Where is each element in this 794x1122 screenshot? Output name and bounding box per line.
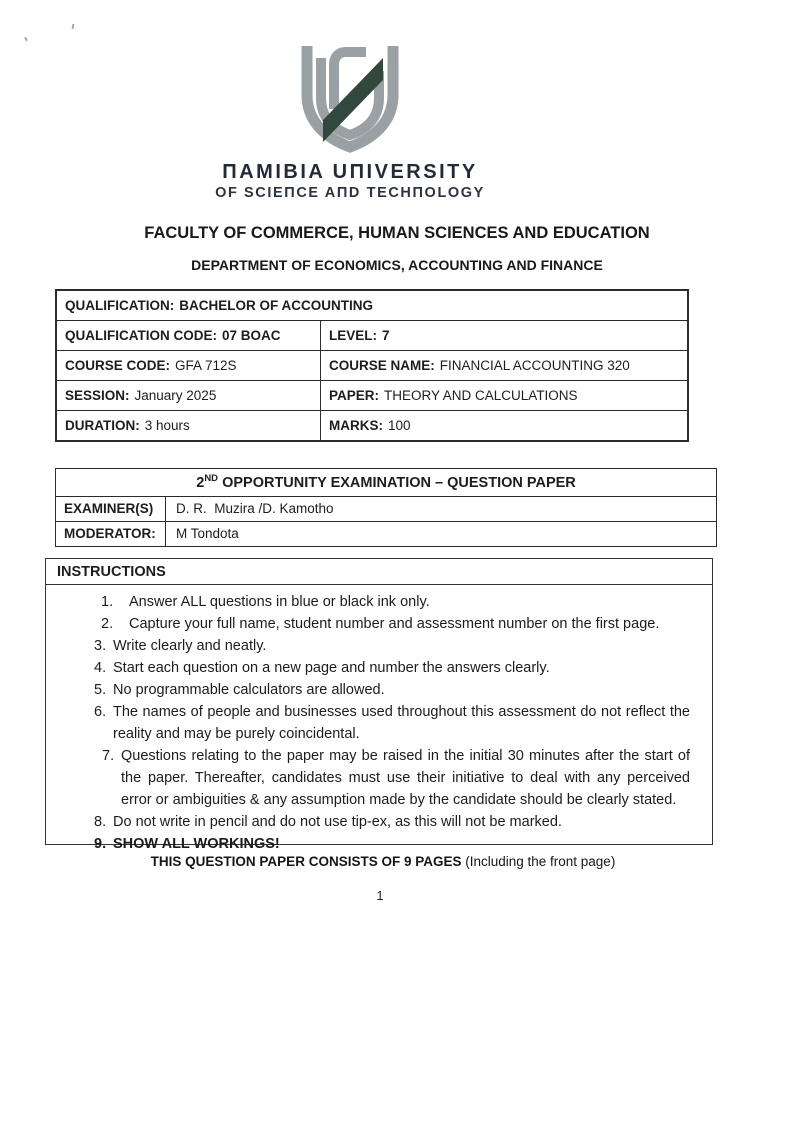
- duration-label: DURATION:: [65, 417, 140, 433]
- course-name-label: COURSE NAME:: [329, 357, 435, 373]
- examiner-label: EXAMINER(S): [56, 497, 166, 521]
- marks-value: 100: [388, 417, 411, 433]
- course-code-cell: [57, 351, 321, 380]
- nust-shield-icon: [298, 45, 402, 155]
- course-name-cell: [321, 351, 687, 380]
- session-value: January 2025: [134, 387, 217, 403]
- duration-cell: [57, 411, 321, 440]
- qualification-label: QUALIFICATION:: [65, 297, 175, 313]
- faculty-title: FACULTY OF COMMERCE, HUMAN SCIENCES AND EDUCATION: [144, 224, 650, 242]
- table-row-session-paper: [57, 380, 687, 410]
- page-count-bold: THIS QUESTION PAPER CONSISTS OF 9 PAGES: [150, 854, 462, 869]
- instruction-item-6: 6. The names of people and businesses used throughout this assessment do not reflect the reality and may be purely coincidental.: [94, 704, 690, 742]
- table-row-duration-marks: [57, 410, 687, 440]
- qualification-code-label: QUALIFICATION CODE:: [65, 327, 217, 343]
- instruction-item-5: 5. No programmable calculators are allowed.: [94, 682, 385, 698]
- course-code-value: GFA 712S: [175, 357, 237, 373]
- course-info-table: [55, 289, 689, 442]
- course-code-label: COURSE CODE:: [65, 357, 171, 373]
- qualification-code-value: 07 BOAC: [222, 327, 281, 343]
- moderator-value: M Tondota: [176, 525, 239, 541]
- instructions-list: [46, 585, 712, 855]
- paper-cell: [321, 381, 687, 410]
- university-logo: [0, 45, 700, 201]
- instruction-item-4: 4. Start each question on a new page and number the answers clearly.: [94, 660, 550, 676]
- paper-value: THEORY AND CALCULATIONS: [384, 387, 578, 403]
- session-cell: [57, 381, 321, 410]
- duration-value: 3 hours: [144, 417, 190, 433]
- level-cell: [321, 321, 687, 350]
- department-title: DEPARTMENT OF ECONOMICS, ACCOUNTING AND FINANCE: [191, 257, 603, 273]
- instructions-title: INSTRUCTIONS: [46, 559, 712, 585]
- level-label: LEVEL:: [329, 327, 378, 343]
- page-count-note: [0, 854, 766, 869]
- marks-label: MARKS:: [329, 417, 383, 433]
- level-value: 7: [382, 327, 390, 343]
- university-wordmark: ΠAMIBIA UΠIVERSITY: [222, 161, 478, 183]
- scan-speck: [72, 24, 75, 29]
- table-row-qualification: [57, 291, 687, 320]
- instructions-box: [45, 558, 713, 852]
- marks-cell: [321, 411, 687, 440]
- paper-label: PAPER:: [329, 387, 380, 403]
- instruction-item-8: 8. Do not write in pencil and do not use tip-ex, as this will not be marked.: [94, 814, 562, 830]
- qualification-code-cell: [57, 321, 321, 350]
- course-name-value: FINANCIAL ACCOUNTING 320: [439, 357, 630, 373]
- instruction-item-3: 3. Write clearly and neatly.: [94, 638, 267, 654]
- examiner-value: D. R. Muzira /D. Kamotho: [176, 500, 334, 516]
- instruction-item-7: 7. Questions relating to the paper may be raised in the initial 30 minutes after the start of the paper. Thereafter, candidates must use their initiative to deal with any perceived error or ambiguities & any assumption made by the candidate should be clearly stated.: [102, 748, 690, 808]
- page-number: 1: [376, 888, 384, 903]
- university-wordmark-sub: OF SCIEΠCE AΠD TECHΠOLOGY: [215, 185, 485, 201]
- scan-speck: [24, 37, 28, 41]
- examiner-row: [56, 497, 716, 521]
- qualification-cell: [57, 291, 687, 320]
- moderator-label: MODERATOR:: [56, 522, 166, 546]
- page-count-normal: (Including the front page): [461, 854, 616, 869]
- exam-title: 2ND OPPORTUNITY EXAMINATION – QUESTION PAPER: [56, 469, 716, 497]
- moderator-row: [56, 521, 716, 546]
- qualification-value: BACHELOR OF ACCOUNTING: [179, 297, 373, 313]
- instruction-item-2: 2. Capture your full name, student number and assessment number on the first page.: [101, 616, 660, 632]
- session-label: SESSION:: [65, 387, 130, 403]
- ordinal-superscript: ND: [204, 473, 219, 484]
- exam-header-table: [55, 468, 717, 547]
- instruction-item-9: 9. SHOW ALL WORKINGS!: [94, 836, 280, 852]
- instruction-item-1: 1. Answer ALL questions in blue or black ink only.: [101, 594, 430, 610]
- table-row-code-level: [57, 320, 687, 350]
- table-row-course: [57, 350, 687, 380]
